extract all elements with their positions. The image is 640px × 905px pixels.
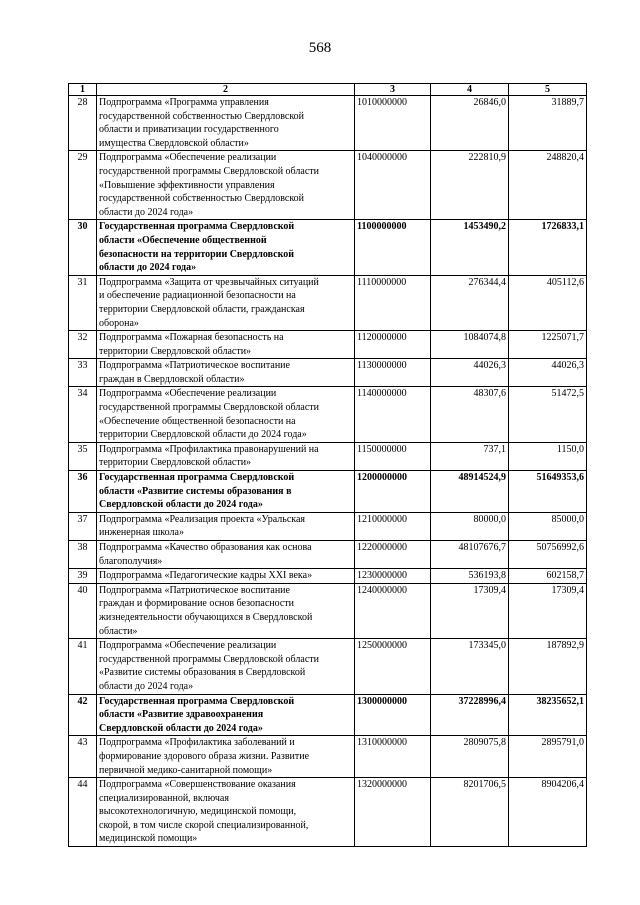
program-name-cell: Подпрограмма «Профилактика заболеваний и формирование здорового образа жизни. Развитие первичной медико-санитарной помощи» bbox=[97, 736, 355, 778]
row-number-cell: 36 bbox=[69, 471, 97, 513]
amount-col4-cell: 222810,9 bbox=[431, 151, 509, 220]
program-code-cell: 1310000000 bbox=[355, 736, 431, 778]
table-row bbox=[69, 151, 587, 220]
amount-col5-cell: 1225071,7 bbox=[509, 331, 587, 359]
program-code-cell: 1140000000 bbox=[355, 387, 431, 442]
table-row bbox=[69, 387, 587, 442]
program-name-cell: Подпрограмма «Профилактика правонарушений на территории Свердловской области» bbox=[97, 442, 355, 470]
program-name-cell: Государственная программа Свердловской области «Развитие здравоохранения Свердловской области до 2024 года» bbox=[97, 694, 355, 736]
page-number: 568 bbox=[308, 40, 332, 56]
amount-col4-cell: 26846,0 bbox=[431, 96, 509, 151]
amount-col5-cell: 405112,6 bbox=[509, 275, 587, 330]
program-name-cell: Государственная программа Свердловской области «Развитие системы образования в Свердловской области до 2024 года» bbox=[97, 471, 355, 513]
amount-col5-cell: 8904206,4 bbox=[509, 778, 587, 847]
amount-col5-cell: 50756992,6 bbox=[509, 541, 587, 569]
amount-col5-cell: 2895791,0 bbox=[509, 736, 587, 778]
table-row bbox=[69, 471, 587, 513]
program-code-cell: 1320000000 bbox=[355, 778, 431, 847]
program-name-cell: Подпрограмма «Обеспечение реализации государственной программы Свердловской области «Повышение эффективности управления государственной собственностью Свердловской области до 2024 года» bbox=[97, 151, 355, 220]
row-number-cell: 42 bbox=[69, 694, 97, 736]
program-name-cell: Подпрограмма «Качество образования как основа благополучия» bbox=[97, 541, 355, 569]
row-number-cell: 34 bbox=[69, 387, 97, 442]
program-name-cell: Подпрограмма «Пожарная безопасность на территории Свердловской области» bbox=[97, 331, 355, 359]
program-code-cell: 1210000000 bbox=[355, 512, 431, 540]
column-header: 5 bbox=[509, 84, 587, 96]
row-number-cell: 28 bbox=[69, 96, 97, 151]
column-header: 2 bbox=[97, 84, 355, 96]
table-row bbox=[69, 442, 587, 470]
amount-col4-cell: 536193,8 bbox=[431, 569, 509, 584]
program-name-cell: Подпрограмма «Реализация проекта «Уральская инженерная школа» bbox=[97, 512, 355, 540]
amount-col5-cell: 248820,4 bbox=[509, 151, 587, 220]
program-name-cell: Подпрограмма «Совершенствование оказания специализированной, включая высокотехнологичную, медицинской помощи, скорой, в том числе скорой специализированной, медицинской помощи» bbox=[97, 778, 355, 847]
row-number-cell: 31 bbox=[69, 275, 97, 330]
row-number-cell: 38 bbox=[69, 541, 97, 569]
program-code-cell: 1200000000 bbox=[355, 471, 431, 513]
table-header-row bbox=[69, 84, 587, 96]
row-number-cell: 37 bbox=[69, 512, 97, 540]
row-number-cell: 44 bbox=[69, 778, 97, 847]
program-code-cell: 1250000000 bbox=[355, 639, 431, 694]
table-row bbox=[69, 569, 587, 584]
amount-col4-cell: 173345,0 bbox=[431, 639, 509, 694]
amount-col4-cell: 1453490,2 bbox=[431, 220, 509, 275]
program-code-cell: 1230000000 bbox=[355, 569, 431, 584]
table-row bbox=[69, 736, 587, 778]
amount-col4-cell: 48914524,9 bbox=[431, 471, 509, 513]
program-code-cell: 1120000000 bbox=[355, 331, 431, 359]
table-row bbox=[69, 512, 587, 540]
amount-col5-cell: 602158,7 bbox=[509, 569, 587, 584]
amount-col5-cell: 17309,4 bbox=[509, 583, 587, 638]
row-number-cell: 35 bbox=[69, 442, 97, 470]
row-number-cell: 41 bbox=[69, 639, 97, 694]
program-code-cell: 1150000000 bbox=[355, 442, 431, 470]
program-name-cell: Государственная программа Свердловской области «Обеспечение общественной безопасности на территории Свердловской области до 2024 года» bbox=[97, 220, 355, 275]
amount-col4-cell: 80000,0 bbox=[431, 512, 509, 540]
amount-col4-cell: 48107676,7 bbox=[431, 541, 509, 569]
table-row bbox=[69, 359, 587, 387]
program-code-cell: 1110000000 bbox=[355, 275, 431, 330]
table-row bbox=[69, 778, 587, 847]
row-number-cell: 29 bbox=[69, 151, 97, 220]
column-header: 3 bbox=[355, 84, 431, 96]
amount-col4-cell: 276344,4 bbox=[431, 275, 509, 330]
row-number-cell: 30 bbox=[69, 220, 97, 275]
amount-col4-cell: 8201706,5 bbox=[431, 778, 509, 847]
table-row bbox=[69, 275, 587, 330]
column-header: 1 bbox=[69, 84, 97, 96]
row-number-cell: 32 bbox=[69, 331, 97, 359]
table-row bbox=[69, 639, 587, 694]
program-name-cell: Подпрограмма «Защита от чрезвычайных ситуаций и обеспечение радиационной безопасности на территории Свердловской области, гражданская оборона» bbox=[97, 275, 355, 330]
table-row bbox=[69, 583, 587, 638]
table-row bbox=[69, 220, 587, 275]
program-name-cell: Подпрограмма «Обеспечение реализации государственной программы Свердловской области «Развитие системы образования в Свердловской области до 2024 года» bbox=[97, 639, 355, 694]
amount-col5-cell: 31889,7 bbox=[509, 96, 587, 151]
column-header: 4 bbox=[431, 84, 509, 96]
amount-col4-cell: 48307,6 bbox=[431, 387, 509, 442]
program-code-cell: 1220000000 bbox=[355, 541, 431, 569]
program-name-cell: Подпрограмма «Педагогические кадры XXI века» bbox=[97, 569, 355, 584]
table-row bbox=[69, 96, 587, 151]
row-number-cell: 40 bbox=[69, 583, 97, 638]
program-name-cell: Подпрограмма «Патриотическое воспитание граждан в Свердловской области» bbox=[97, 359, 355, 387]
table-row bbox=[69, 694, 587, 736]
amount-col5-cell: 51472,5 bbox=[509, 387, 587, 442]
amount-col4-cell: 2809075,8 bbox=[431, 736, 509, 778]
program-code-cell: 1240000000 bbox=[355, 583, 431, 638]
table-row bbox=[69, 541, 587, 569]
program-code-cell: 1040000000 bbox=[355, 151, 431, 220]
budget-table bbox=[68, 83, 587, 847]
amount-col4-cell: 37228996,4 bbox=[431, 694, 509, 736]
program-code-cell: 1300000000 bbox=[355, 694, 431, 736]
program-code-cell: 1130000000 bbox=[355, 359, 431, 387]
row-number-cell: 33 bbox=[69, 359, 97, 387]
amount-col5-cell: 1150,0 bbox=[509, 442, 587, 470]
program-code-cell: 1100000000 bbox=[355, 220, 431, 275]
amount-col5-cell: 44026,3 bbox=[509, 359, 587, 387]
amount-col5-cell: 1726833,1 bbox=[509, 220, 587, 275]
amount-col4-cell: 737,1 bbox=[431, 442, 509, 470]
amount-col4-cell: 44026,3 bbox=[431, 359, 509, 387]
amount-col5-cell: 85000,0 bbox=[509, 512, 587, 540]
amount-col5-cell: 187892,9 bbox=[509, 639, 587, 694]
program-name-cell: Подпрограмма «Обеспечение реализации государственной программы Свердловской области «Обеспечение общественной безопасности на территории Свердловской области до 2024 года» bbox=[97, 387, 355, 442]
program-code-cell: 1010000000 bbox=[355, 96, 431, 151]
table-row bbox=[69, 331, 587, 359]
row-number-cell: 43 bbox=[69, 736, 97, 778]
row-number-cell: 39 bbox=[69, 569, 97, 584]
amount-col5-cell: 51649353,6 bbox=[509, 471, 587, 513]
amount-col4-cell: 1084074,8 bbox=[431, 331, 509, 359]
amount-col4-cell: 17309,4 bbox=[431, 583, 509, 638]
program-name-cell: Подпрограмма «Программа управления государственной собственностью Свердловской области и приватизации государственного имущества Свердловской области» bbox=[97, 96, 355, 151]
table-body bbox=[69, 96, 587, 847]
program-name-cell: Подпрограмма «Патриотическое воспитание граждан и формирование основ безопасности жизнедеятельности обучающихся в Свердловской области» bbox=[97, 583, 355, 638]
amount-col5-cell: 38235652,1 bbox=[509, 694, 587, 736]
